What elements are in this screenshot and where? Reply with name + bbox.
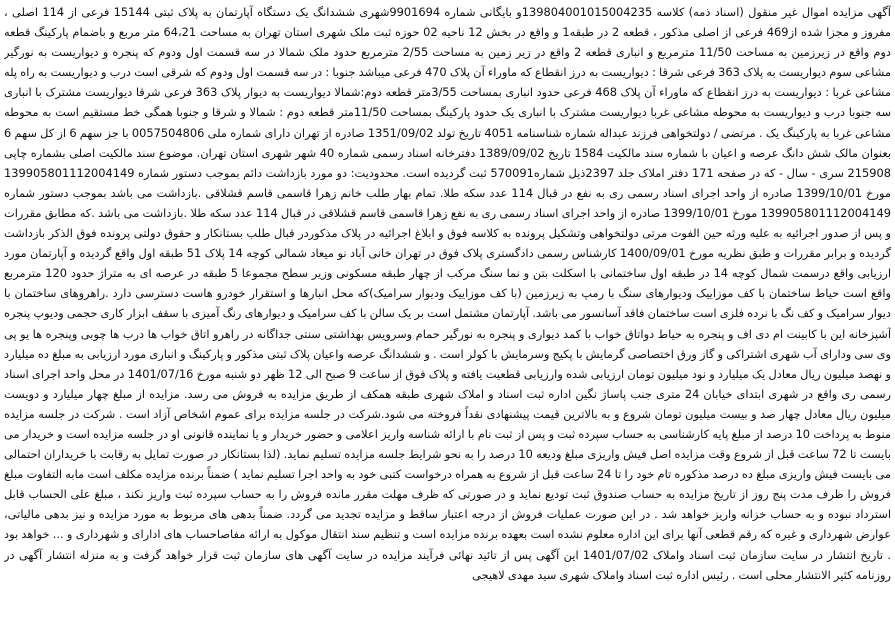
auction-notice-text: آگهی مزایده اموال غیر منقول (اسناد ذمه) کلاسه 139804001015004235و بایگانی شماره 9901694شهری ششدانگ یک دستگاه آپارتمان به پلاک ثبتی 15144 فرعی از 114 اصلی ، مفروز و مجزا شده از469 فرعی از اصلی مذکور ، قطعه 2 در طبقه1 و واقع در بخش 12 ناحیه 02 حوزه ثبت ملک شهری استان تهران به مساحت 64،21 متر مربع و باضمام پارکینگ قطعه دوم واقع در زیرزمین به مساحت 11/50 مترمربع و انباری قطعه 2 واقع در زیر زمین به مساحت 2/55 مترمربع حدود ملک شمالا در سه قسمت اول ودوم که پنجره و دیواریست به نورگیر مشاعی سوم دیواریست به پلاک 363 فرعی شرقا : دیواریست به درز انقطاع که ماوراء آن پلاک 470 فرعی میباشد جنوبا : در سه قسمت اول ودوم که شرقی است درب و دیواریست به راه پله مشاعی غربا : دیواریست به درز انقطاع که ماوراء آن پلاک 468 فرعی حدود انباری بمساحت 3/55متر قطعه دوم:شمالا دیواریست به دیوار پلاک 363 فرعی شرقا دیواریست مشترک با انباری سه جنوبا درب و دیواریست به محوطه مشاعی غربا دیواریست مشترک با انباری یک حدود پارکینگ بمساحت 11/50متر قطعه دوم : شمالا و شرقا و جنوبا همگی خط مستقیم است به محوطه مشاعی غربا به پارکینگ یک . مرتضی / دولتخواهی فرزند عبداله شماره شناسنامه 4051 تاریخ تولد 1351/09/02 صادره از تهران دارای شماره ملی 0057504806 با جز سهم 6 از کل سهم 6 بعنوان مالک شش دانگ عرصه و اعیان با شماره سند مالکیت 1584 تاریخ 1389/09/02 دفترخانه اسناد رسمی شماره 40 شهر شهری استان تهران. موضوع سند مالکیت اصلی بشماره چاپی 215908 سری - سال - که در صفحه 171 دفتر املاک جلد 2397ذیل شماره570091 ثبت گردیده است. محدودیت: دو مورد بازداشت دائم بموجب دستور شماره 139905801112004149 مورخ 1399/10/01 صادره از واحد اجرای اسناد رسمی ری به نفع در قبال 114 عدد سکه طلا. تمام بهار طلب خانم زهرا قاسمی قاسم قشلاقی .بازداشت می باشد بموجب دستور شماره 139905801112004149 مورخ 1399/10/01 صادره از واحد اجرای اسناد رسمی ری به نفع زهرا قاسمی قاسم قشلاقی در قبال 114 عدد سکه طلا .بازداشت می باشد .که مطابق مقررات و پس از صدور اجرائیه به علیه ورثه حین الفوت مرتی دولتخواهی وتشکیل پرونده به کلاسه فوق و ابلاغ اجرائیه در پلاک مذکوردر قبال طلب بستانکار و حقوق دولتی پرونده فوق الذکر بازداشت گردیده و برابر مقررات و طبق نظریه مورخ 1400/09/01 کارشناس رسمی دادگستری پلاک فوق در تهران خانی آباد نو میعاد شمالی کوچه 14 پلاک 51 طبقه اول واقع گردیده و آپارتمان مورد ارزیابی واقع درسمت شمال کوچه 14 در طبقه اول ساختمانی با اسکلت بتن و نما سنگ مرکب از چهار طبقه مسکونی وزیر سطح مجموعا 5 طبقه در عرصه ای به متراژ حدود 120 مترمربع واقع است حیاط ساختمان با کف موزاییک ودیوارهای سنگ با رمپ به زیرزمین (با کف موزاییک ودیوار سرامیک)که محل انبارها و استقرار خودرو هاست دسترسی دارد .راهروهای ساختمان با دیوار سرامیک و کف نگ با نرده فلزی است ساختمان فاقد آسانسور می باشد. آپارتمان مشتمل است بر یک سالن با کف سرامیک و دیوارهای رنگ آمیزی با سقف ابزار کاری حجمی ودیوپ پنجره آشپزخانه این با کابینت ام دی اف و پنجره به حیاط دواتاق خواب با کمد دیواری و پنجره به نورگیر حمام وسرویس بهداشتی سنتی جداگانه در راهرو اتاق خواب ها درب ها چوبی وپنجره ها یو پی وی سی ودارای آب شهری اشتراکی و گاز ورق اختصاصی گرمایش با پکیج وسرمایش با کولر است . و ششدانگ عرصه واعیان پلاک ثبتی مذکور و پارکینگ و انباری مورد ارزیابی به مبلغ ده میلیارد و نهصد میلیون ریال معادل یک میلیارد و نود میلیون تومان ارزیابی شده وارزیابی قطعیت یافته و پلاک فوق از ساعت 9 صبح الی 12 ظهر دو شنبه مورخ 1401/07/16 در محل واحد اجرای اسناد رسمی ری واقع در شهری ابتدای خیابان 24 متری جنب پاساژ نگین اداره ثبت اسناد و املاک شهری طبقه همکف از طریق مزایده به فروش می رسد. مزایده از مبلغ چهار میلیارد و دویست میلیون ریال معادل چهار صد و بیست میلیون تومان شروع و به بالاترین قیمت پیشنهادی نقداً فروخته می شود.شرکت در جلسه مزایده برای عموم اشخاص آزاد است . شرکت در جلسه مزایده منوط به پرداخت 10 درصد از مبلغ پایه کارشناسی به حساب سپرده ثبت و پس از ثبت نام با ارائه شناسه واریز اعلامی و حضور خریدار و یا نماینده قانونی او در جلسه مزایده است و خریدار می بایست تا 72 ساعت قبل از شروع وقت مزایده اصل فیش واریزی مبلغ ودیعه 10 درصد را به نحو شرایط جلسه مزایده تسلیم نماید. (لذا بستانکار در صورت تمایل به رقابت با خریداران احتمالی می بایست فیش واریزی مبلغ ده درصد مذکوره تام خود را تا 24 ساعت قبل از شروع به همراه درخواست کتبی خود به واحد اجرا تسلیم نماید ) ضمناً برنده مزایده مکلف است مابه التفاوت مبلغ فروش را ظرف مدت پنج روز از تاریخ مزایده به حساب صندوق ثبت تودیع نماید و در صورتی که ظرف مهلت مقرر مانده فروش را به حساب سپرده ثبت واریز نکند ، مبلغ علی الحساب قابل استرداد نبوده و به حساب خزانه واریز خواهد شد . در این صورت عملیات فروش از درجه اعتبار ساقط و مزایده تجدید می گردد. ضمناً بدهی های مربوط به مورد مزایده و نیز بدهی مالیاتی، عوارض شهرداری و غیره که رقم قطعی آنها برای این اداره معلوم نشده است بعهده برنده مزایده است و تنظیم سند انتقال موکول به ارائه مفاصاحساب های ادارای و شهرداری و ... خواهد بود . تاریخ انتشار در سایت سازمان ثبت اسناد واملاک 1401/07/02 این آگهی پس از تائید نهائی فرآیند مزایده در سایت آگهی های سازمان ثبت قرار خواهد گرفت و به منزله انتشار آگهی در روزنامه کثیر الانتشار محلی است . رئیس اداره ثبت اسناد واملاک شهری سید مهدی لاهیجی [4, 5, 891, 582]
